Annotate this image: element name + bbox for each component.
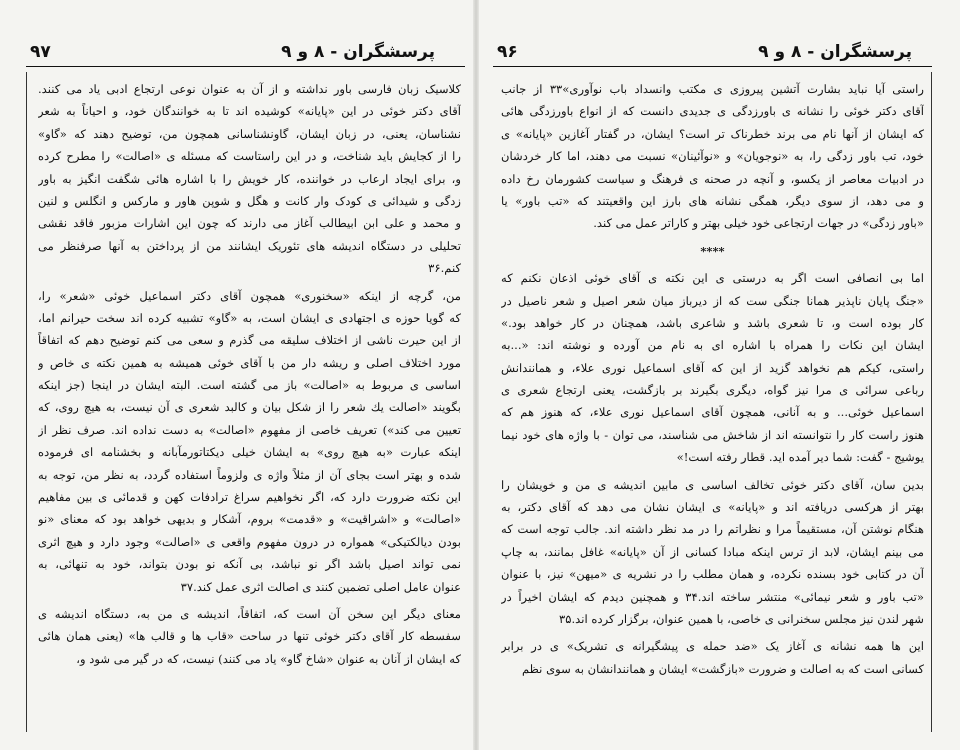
text-line: اینکه عبارت «به هیچ روی» به ایشان خیلی دیکتاتورمآبانه و بخشنامه ای فرموده [38, 445, 461, 460]
text-line: اساسی ی مربوط به «اصالت» باز می گشته است. البته ایشان در اینجا (جز اینکه [38, 378, 461, 393]
left-page [20, 0, 475, 750]
text-line: عنوان عامل اصلی تضمین کنند ی اصالت اثری عمل کند.۳۷ [180, 579, 461, 594]
text-line: زدگی و شیدائی ی کودک وار کانت و هگل و شوپن هاور و مارکس و انگلس و لنین [38, 193, 461, 208]
right-page [487, 0, 942, 750]
text-line: «اصالت» و «اشراقیت» و «قدمت» بروم، آشکار و بدیهی خواهد بود که معنای «نو [38, 512, 461, 527]
text-line: اسماعیل خوئی... و به آنانی، همچون آقای اسماعیل نوری علاء، که هنوز هم که [501, 405, 924, 420]
text-line: اما بی انصافی است اگر به درستی ی این نکته ی آقای خوئی اذعان نکنم که [501, 271, 924, 286]
text-line: که گویا حوزه ی اجتهادی ی ایشان است، به «گاو» تشبیه کرده اند سخت حیرانم اما، [38, 310, 461, 325]
text-line: سفسطه کار آقای دکتر خوئی تنها در ساحت «قاب ها و قالب ها» (یعنی همان هائی [38, 629, 461, 644]
text-line: آن در کتابی خود بسنده نکرده، و همان مطلب را در نشریه ی «میهن» نیز، با عنوان [501, 567, 924, 582]
text-line: کنم.۳۶ [428, 261, 461, 276]
page-header [487, 38, 942, 68]
text-line: شهر لندن نیز مجلس سخنرانی ی خاصی، با همین عنوان، برگزار کرده اند.۳۵ [559, 611, 924, 626]
text-line: رباعی سرائی ی مرا نیز گواه، دیگری بگیرند بر بازگشت، یعنی ارتجاع شعری ی [501, 383, 924, 398]
text-line: آقای دکتر خوئی را نشانه ی باورزدگی ی جدیدی دانست که از انواع باورزدگی هائی [501, 104, 924, 119]
running-title: پرسشگران - ۸ و ۹ [281, 42, 435, 62]
page-body [501, 78, 924, 680]
text-line: شده و بهتر است بجای آن از مثلاً واژه ی ولزوماً استفاده گردد، به نظر من، توجه به [38, 467, 461, 482]
text-line: که ایشان از آنان به عنوان «شاخ گاو» یاد می کنند) نیست، که در گیر می شود و، [76, 651, 461, 666]
text-line: بهتر از هرکسی دریافته اند و «پایانه» ی ایشان نشان می دهد که آقای دکتر، به [501, 500, 924, 515]
text-line: آقای دکتر خوئی در این «پایانه» کوشیده اند تا به خوانندگان خود، و احیاناً به شعر [38, 104, 461, 119]
text-line: که ایشان از آنها نام می برند خطرناک تر است؟ ایشان، در گفتار آغازین «پایانه» ی [501, 126, 924, 141]
page-number: ۹۷ [30, 42, 51, 62]
text-line: می بینم ایشان، لابد از ترس اینکه مبادا کسانی از آن «پایانه» غافل بمانند، به چاپ [501, 544, 924, 559]
text-line: هنوز راست کار را نتوانسته اند از شاخش می شناسند، می توان - با واژه های خود نیما [501, 427, 924, 442]
text-line: این نکته ضرورت دارد که، اگر نخواهیم سراغ ترادفات کهن و قدمائی ی بین مفاهیم [38, 490, 461, 505]
text-line: راستی آیا نباید بشارت آتشین پیروزی ی مکتب وانسداد باب نوآوری»۳۳ از جانب [501, 82, 924, 96]
text-line: مورد اختلاف اصلی و ریشه دار من با آقای خوئی همیشه به همین نکته ی خاص و [38, 355, 461, 370]
page-number: ۹۶ [497, 42, 518, 62]
text-line: بگویند «اصالت یك شعر را از شکل بیان و کالبد شعری ی آن نیست، به هیچ روی، که [38, 400, 461, 415]
header-rule [26, 66, 465, 67]
text-line: در ادبیات معاصر از یکسو، و آنچه در صحنه ی فرهنگ و سیاست کشورمان رخ داده [501, 171, 924, 186]
text-line: نمی تواند اصیل باشد اگر نو نباشد، بی آنکه نو بودن بتواند، خود به تنهائی، به [38, 557, 461, 572]
text-line: تحلیلی در دستگاه اندیشه های تئوریک ایشانند من از پرداختن به آنها صرفنظر می [38, 238, 461, 253]
text-line: راستی، کیکم هم نخواهد گزید از این که آقای اسماعیل نوری علاء، و همانندانش [501, 360, 924, 375]
margin-rule [931, 72, 932, 732]
header-rule [493, 66, 932, 67]
text-line: بودن دیالکتیکی» همواره در درون مفهوم واقعی ی «اصالت» وجود دارد و هیچ اثری [38, 534, 461, 549]
text-line: و می دهد، از سوی دیگر، همگی نشانه های بارز این واقعیتند که «تب باور» یا [501, 193, 924, 208]
text-line: و محمد و علی ابن ابیطالب آغاز می دارند که چون این اشارات مزبور فاقد نقشی [38, 216, 461, 231]
text-line: معنای دیگر این سخن آن است که، اتفاقاً، اندیشه ی من به، دستگاه اندیشه ی [38, 606, 461, 621]
margin-rule [26, 72, 27, 732]
text-line: این ها همه نشانه ی آغاز یک «ضد حمله ی پیشگیرانه ی تشریک» ی در برابر [501, 639, 924, 654]
text-line: کسانی است که به اصالت و ضرورت «بازگشت» ایشان و همانندانشان به سوی نظم [521, 661, 924, 676]
text-line: نشناسان، یعنی، در زبان ایشان، گاونشناسانی همچون من، توضیح دهند که «گاو» [38, 126, 461, 141]
page-header [20, 38, 475, 68]
book-gutter [473, 0, 479, 750]
text-line: کلاسیک زبان فارسی باور نداشته و از آن به عنوان نوعی ارتجاع ادبی یاد می کنند. [38, 82, 461, 96]
text-line: «باور زدگی» در جهات ارتجاعی خود خیلی بهتر و کاراتر عمل می کند. [593, 216, 924, 231]
text-line: کار بوده است و، تا شعری باشد و شاعری باشد، همچنان در کار خواهد بود.» [501, 315, 924, 330]
text-line: از این حیرت ناشی از اختلاف سلیقه می گذرم و سعی می کنم توضیح دهم که اتفاقاً [38, 333, 461, 348]
text-line: و، برای ایجاد ارعاب در خواننده، کار خویش را با اشاره هائی شگفت انگیز به باور [38, 171, 461, 186]
page-body [38, 78, 461, 670]
text-line: بدین سان، آقای دکتر خوئی تخالف اساسی ی مابین اندیشه ی من و خویشان را [501, 477, 924, 492]
running-title: پرسشگران - ۸ و ۹ [758, 42, 912, 62]
text-line: «تب باور و شعر نیمائی» منتشر ساخته اند.۳۴ و همچنین دیدم که ایشان اخیراً در [501, 589, 924, 604]
text-line: را از کجایش باید شناخت، و در این راستاست که مسئله ی «اصالت» را مطرح کرده [38, 149, 461, 164]
text-line: یوشیج - گفت: شما دیر آمده اید. قطار رفته است!» [676, 450, 924, 465]
text-line: ایشان این نکات را همراه با اشاره ای به نام من آورده و نوشته اند: «...به [501, 338, 924, 353]
text-line: من، گرچه از اینکه «سخنوری» همچون آقای دکتر اسماعیل خوئی «شعر» را، [38, 288, 461, 303]
text-line: هنگام نوشتن آن، مستقیماً مرا و نظراتم را در مد نظر داشته اند. جالب توجه است که [501, 522, 924, 537]
text-line: **** [700, 243, 725, 258]
text-line: خود، تب باور زدگی را، به «نوجویان» و «نوآئینان» نسبت می دهند، اما کار خردشان [501, 149, 924, 164]
text-line: تعیین می کند») تعریف خاصی از مفهوم «اصالت» به دست نداده اند. صرف نظر از [38, 422, 461, 437]
text-line: «جنگ پایان ناپذیر همانا جنگی ست که از دیرباز میان شعر اصیل و شعر ناصیل در [501, 293, 924, 308]
